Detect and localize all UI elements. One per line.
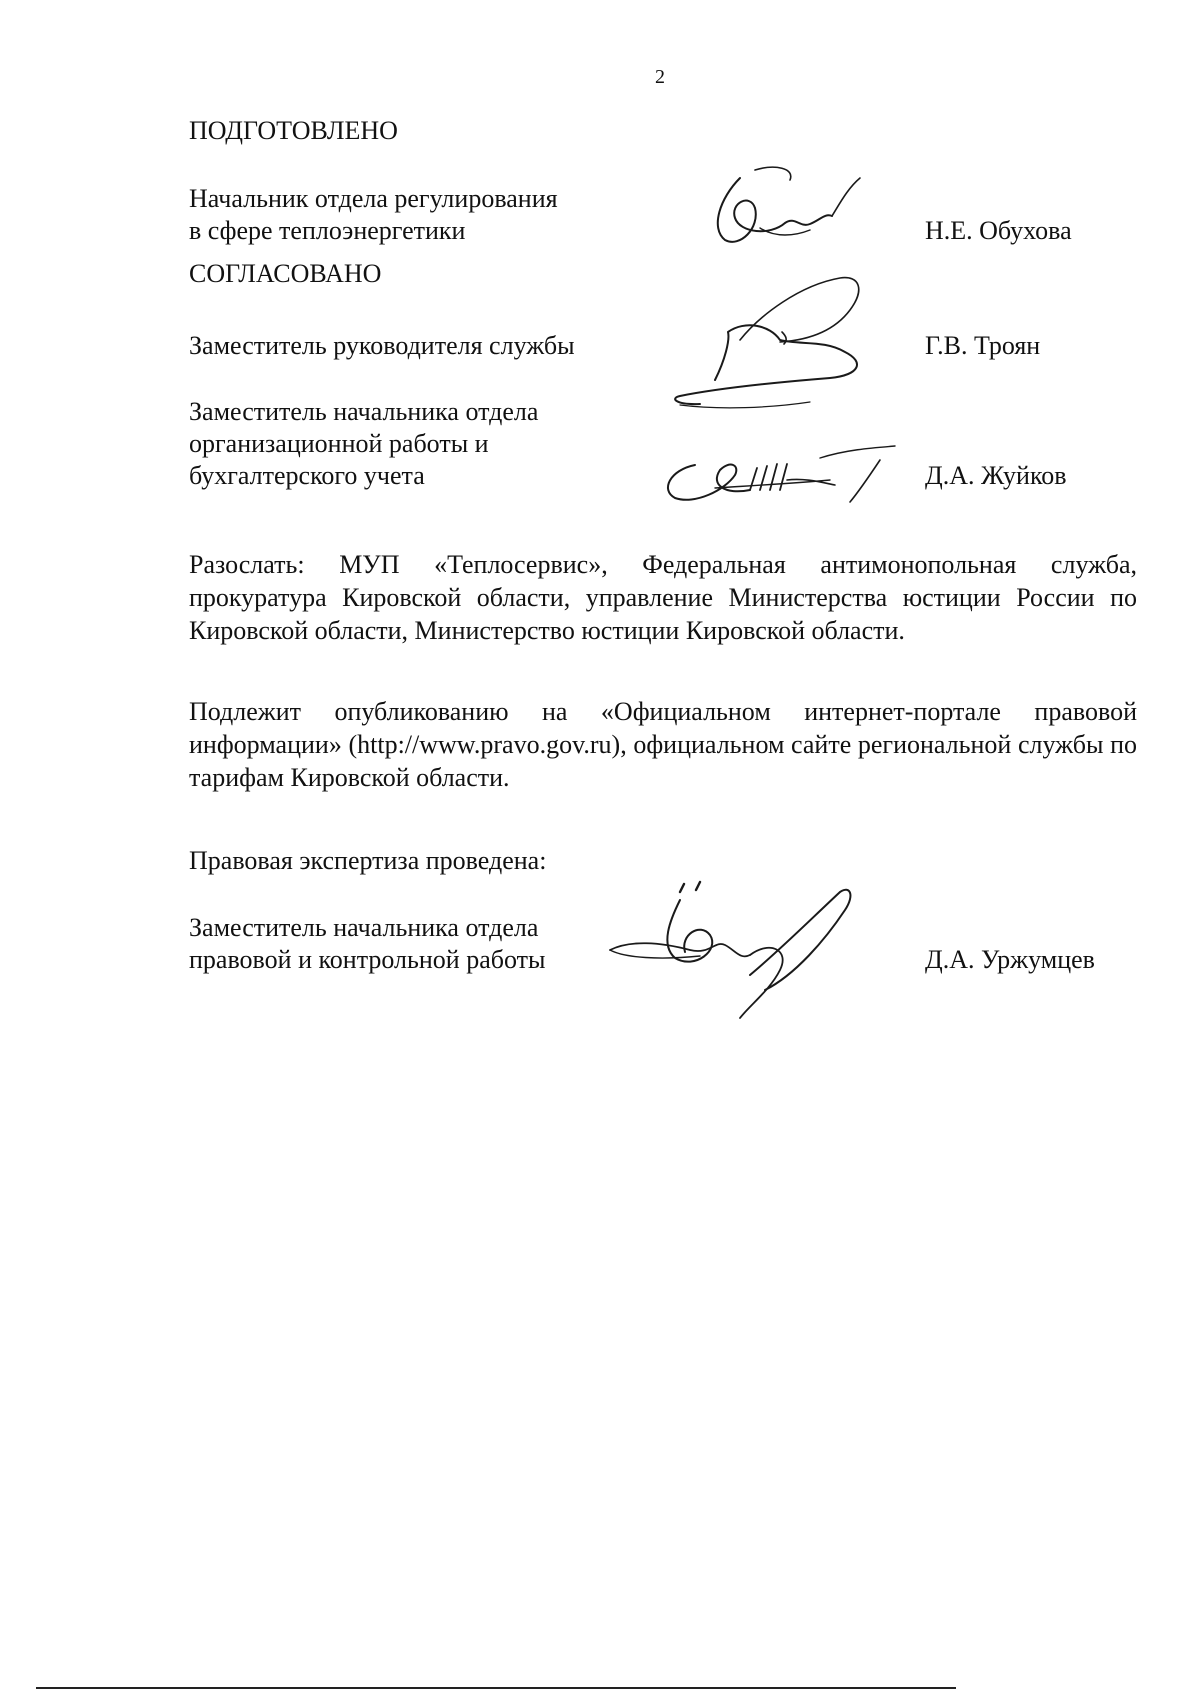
agreed-signer-1-name: Г.В. Троян: [925, 331, 1041, 360]
signature-troyan: [660, 270, 920, 415]
prepared-heading: ПОДГОТОВЛЕНО: [189, 116, 398, 145]
agreed-signer-2-position-line-2: организационной работы и: [189, 429, 489, 458]
distribution-paragraph: Разослать: МУП «Теплосервис», Федеральная антимонопольная служба, прокуратура Кировской области, управление Министерства юстиции России по Кировской области, Министерство юстиции Кировской области.: [189, 550, 1137, 645]
prepared-position-line-1: Начальник отдела регулирования: [189, 184, 558, 213]
legal-review-position-line-1: Заместитель начальника отдела: [189, 913, 539, 942]
publication-paragraph: Подлежит опубликованию на «Официальном интернет-портале правовой информации» (http://www.pravo.gov.ru), официальном сайте региональной службы по тарифам Кировской области.: [189, 697, 1137, 792]
agreed-signer-2-position-line-3: бухгалтерского учета: [189, 461, 425, 490]
agreed-heading: СОГЛАСОВАНО: [189, 259, 382, 288]
signature-zhuikov: [655, 440, 915, 510]
legal-review-heading: Правовая экспертиза проведена:: [189, 846, 547, 875]
signature-obukhova: [700, 158, 870, 258]
page-number: 2: [655, 66, 665, 88]
agreed-signer-1-position: Заместитель руководителя службы: [189, 331, 575, 360]
prepared-name: Н.Е. Обухова: [925, 216, 1072, 245]
agreed-signer-2-name: Д.А. Жуйков: [925, 461, 1067, 490]
signature-urzhumtsev: [600, 880, 880, 1020]
bottom-rule: [36, 1687, 956, 1689]
legal-review-name: Д.А. Уржумцев: [925, 945, 1095, 974]
prepared-position-line-2: в сфере теплоэнергетики: [189, 216, 466, 245]
agreed-signer-2-position-line-1: Заместитель начальника отдела: [189, 397, 539, 426]
legal-review-position-line-2: правовой и контрольной работы: [189, 945, 546, 974]
